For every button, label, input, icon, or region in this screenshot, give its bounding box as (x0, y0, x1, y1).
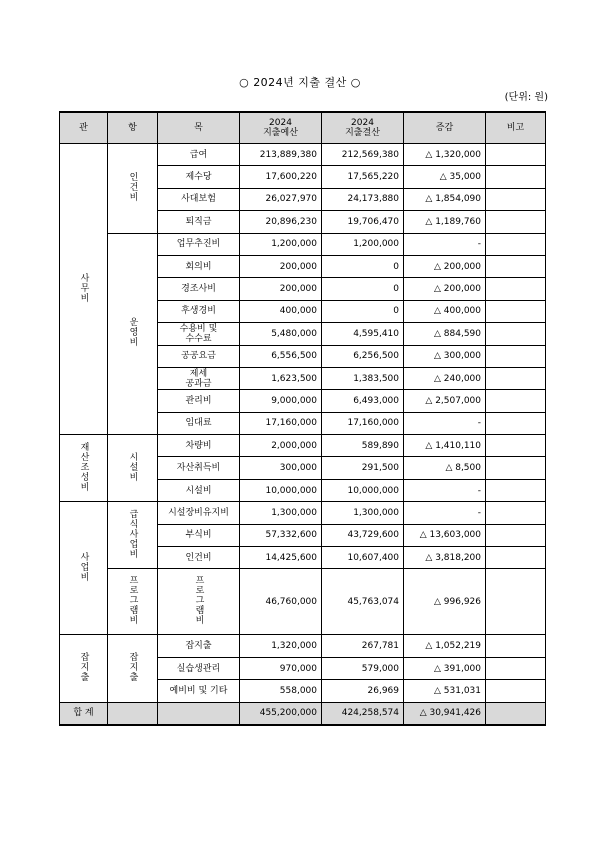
budget-cell: 57,332,600 (240, 524, 322, 546)
budget-cell: 2,000,000 (240, 435, 322, 457)
diff-cell: △ 3,818,200 (404, 547, 486, 569)
budget-cell: 46,760,000 (240, 569, 322, 635)
note-cell (486, 188, 546, 210)
settle-cell: 17,160,000 (322, 412, 404, 434)
unit-label: (단위: 원) (504, 92, 548, 103)
mok-cell: 경조사비 (158, 278, 240, 300)
diff-cell: △ 391,000 (404, 657, 486, 679)
diff-cell: △ 35,000 (404, 166, 486, 188)
group-geupsik: 급식사업비 (108, 502, 158, 569)
budget-cell: 17,600,220 (240, 166, 322, 188)
diff-cell: △ 200,000 (404, 278, 486, 300)
total-note (486, 702, 546, 725)
budget-cell: 6,556,500 (240, 345, 322, 367)
total-budget: 455,200,000 (240, 702, 322, 725)
settle-cell: 0 (322, 278, 404, 300)
mok-cell: 후생경비 (158, 300, 240, 322)
diff-cell: △ 1,189,760 (404, 211, 486, 233)
page-title: ○ 2024년 지출 결산 ○ (239, 76, 361, 89)
diff-cell: △ 400,000 (404, 300, 486, 322)
total-label: 합 계 (60, 702, 108, 725)
budget-cell: 10,000,000 (240, 479, 322, 501)
mok-cell: 시설비 (158, 479, 240, 501)
note-cell (486, 255, 546, 277)
diff-cell: - (404, 412, 486, 434)
mok-cell: 예비비 및 기타 (158, 680, 240, 702)
table-row (60, 144, 546, 166)
mok-cell: 잡지출 (158, 635, 240, 657)
mok-cell: 부식비 (158, 524, 240, 546)
mok-cell: 차량비 (158, 435, 240, 457)
total-diff: △ 30,941,426 (404, 702, 486, 725)
diff-cell: △ 200,000 (404, 255, 486, 277)
budget-cell: 20,896,230 (240, 211, 322, 233)
settle-cell: 45,763,074 (322, 569, 404, 635)
settle-cell: 43,729,600 (322, 524, 404, 546)
note-cell (486, 657, 546, 679)
settle-cell: 4,595,410 (322, 323, 404, 345)
diff-cell: △ 1,854,090 (404, 188, 486, 210)
settle-cell: 17,565,220 (322, 166, 404, 188)
total-row (60, 702, 546, 725)
note-cell (486, 479, 546, 501)
budget-cell: 17,160,000 (240, 412, 322, 434)
group-japji-hang: 잡지출 (108, 635, 158, 702)
note-cell (486, 278, 546, 300)
header-hang: 항 (108, 112, 158, 144)
budget-cell: 1,300,000 (240, 502, 322, 524)
diff-cell: △ 240,000 (404, 367, 486, 389)
budget-cell: 400,000 (240, 300, 322, 322)
budget-cell: 200,000 (240, 255, 322, 277)
settle-cell: 291,500 (322, 457, 404, 479)
note-cell (486, 345, 546, 367)
settle-cell: 26,969 (322, 680, 404, 702)
mok-cell: 제수당 (158, 166, 240, 188)
budget-cell: 200,000 (240, 278, 322, 300)
diff-cell: △ 8,500 (404, 457, 486, 479)
note-cell (486, 524, 546, 546)
budget-cell: 970,000 (240, 657, 322, 679)
table-row (60, 569, 546, 635)
mok-cell: 업무추진비 (158, 233, 240, 255)
header-row (60, 112, 546, 144)
settle-cell: 0 (322, 255, 404, 277)
settle-cell: 6,256,500 (322, 345, 404, 367)
diff-cell: - (404, 479, 486, 501)
budget-cell: 558,000 (240, 680, 322, 702)
settle-cell: 579,000 (322, 657, 404, 679)
table-row (60, 635, 546, 657)
header-gwan: 관 (60, 112, 108, 144)
mok-cell: 자산취득비 (158, 457, 240, 479)
note-cell (486, 435, 546, 457)
group-japji: 잡지출 (60, 635, 108, 702)
diff-cell: △ 1,320,000 (404, 144, 486, 166)
settle-cell: 0 (322, 300, 404, 322)
note-cell (486, 412, 546, 434)
note-cell (486, 547, 546, 569)
mok-cell: 시설장비유지비 (158, 502, 240, 524)
header-budget: 2024 지출예산 (240, 112, 322, 144)
note-cell (486, 166, 546, 188)
settle-cell: 212,569,380 (322, 144, 404, 166)
table-row (60, 435, 546, 457)
budget-cell: 1,623,500 (240, 367, 322, 389)
total-empty-mok (158, 702, 240, 725)
group-samu: 사무비 (60, 144, 108, 435)
mok-cell: 사대보험 (158, 188, 240, 210)
settle-cell: 589,890 (322, 435, 404, 457)
mok-cell: 임대료 (158, 412, 240, 434)
total-empty-hang (108, 702, 158, 725)
note-cell (486, 233, 546, 255)
header-settlement: 2024 지출결산 (322, 112, 404, 144)
header-note: 비고 (486, 112, 546, 144)
budget-cell: 14,425,600 (240, 547, 322, 569)
group-saeop: 사업비 (60, 502, 108, 635)
note-cell (486, 457, 546, 479)
settle-cell: 1,300,000 (322, 502, 404, 524)
group-unyeong: 운영비 (108, 233, 158, 435)
group-ingeon: 인건비 (108, 144, 158, 234)
group-siseol: 시설비 (108, 435, 158, 502)
header-mok: 목 (158, 112, 240, 144)
settle-cell: 267,781 (322, 635, 404, 657)
diff-cell: △ 13,603,000 (404, 524, 486, 546)
header-diff: 증감 (404, 112, 486, 144)
diff-cell: - (404, 233, 486, 255)
diff-cell: △ 1,052,219 (404, 635, 486, 657)
budget-cell: 9,000,000 (240, 390, 322, 412)
table-row (60, 502, 546, 524)
budget-cell: 213,889,380 (240, 144, 322, 166)
settlement-table (59, 111, 546, 726)
settle-cell: 24,173,880 (322, 188, 404, 210)
budget-cell: 1,320,000 (240, 635, 322, 657)
mok-cell: 실습생관리 (158, 657, 240, 679)
settle-cell: 10,607,400 (322, 547, 404, 569)
budget-cell: 1,200,000 (240, 233, 322, 255)
diff-cell: △ 2,507,000 (404, 390, 486, 412)
budget-cell: 5,480,000 (240, 323, 322, 345)
settle-cell: 6,493,000 (322, 390, 404, 412)
mok-cell: 수용비 및 수수료 (158, 323, 240, 345)
note-cell (486, 144, 546, 166)
note-cell (486, 680, 546, 702)
mok-cell: 관리비 (158, 390, 240, 412)
note-cell (486, 300, 546, 322)
note-cell (486, 367, 546, 389)
settle-cell: 1,383,500 (322, 367, 404, 389)
diff-cell: △ 884,590 (404, 323, 486, 345)
diff-cell: △ 300,000 (404, 345, 486, 367)
group-jaesan: 재산조성비 (60, 435, 108, 502)
note-cell (486, 390, 546, 412)
mok-cell: 급여 (158, 144, 240, 166)
mok-cell: 제세 공과금 (158, 367, 240, 389)
table-row (60, 233, 546, 255)
mok-cell: 인건비 (158, 547, 240, 569)
settle-cell: 10,000,000 (322, 479, 404, 501)
note-cell (486, 569, 546, 635)
diff-cell: △ 531,031 (404, 680, 486, 702)
total-settle: 424,258,574 (322, 702, 404, 725)
diff-cell: - (404, 502, 486, 524)
mok-cell: 퇴직금 (158, 211, 240, 233)
budget-cell: 300,000 (240, 457, 322, 479)
diff-cell: △ 1,410,110 (404, 435, 486, 457)
settle-cell: 19,706,470 (322, 211, 404, 233)
note-cell (486, 635, 546, 657)
budget-cell: 26,027,970 (240, 188, 322, 210)
group-program: 프로그램비 (108, 569, 158, 635)
note-cell (486, 502, 546, 524)
mok-cell: 회의비 (158, 255, 240, 277)
note-cell (486, 323, 546, 345)
mok-cell: 프로그램비 (158, 569, 240, 635)
note-cell (486, 211, 546, 233)
mok-cell: 공공요금 (158, 345, 240, 367)
settle-cell: 1,200,000 (322, 233, 404, 255)
diff-cell: △ 996,926 (404, 569, 486, 635)
